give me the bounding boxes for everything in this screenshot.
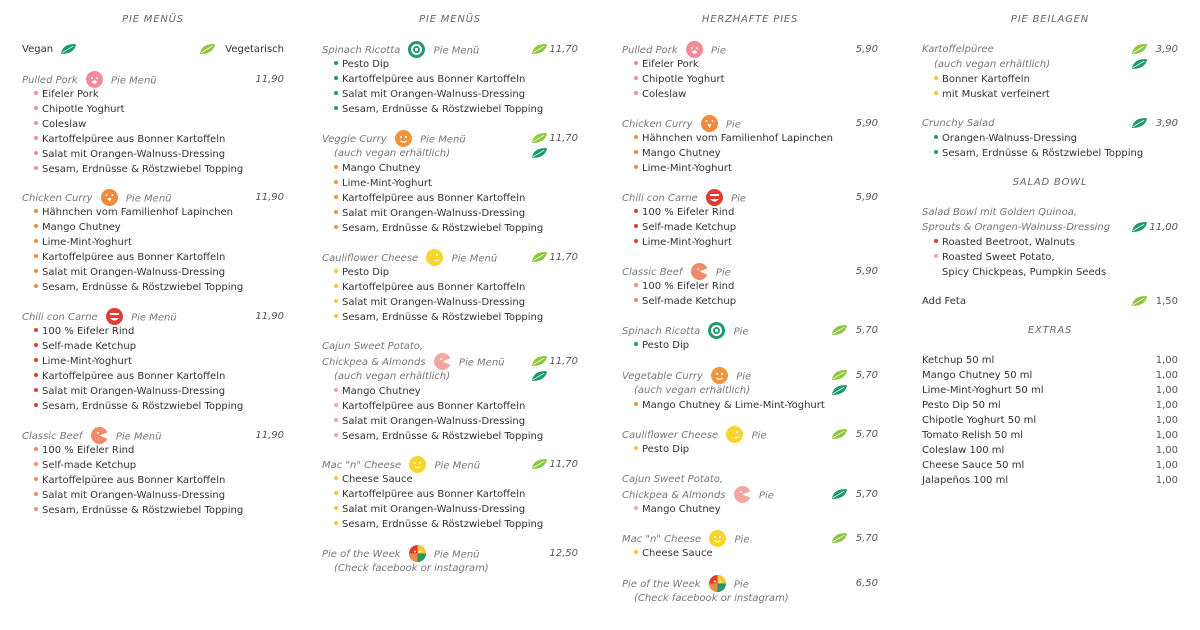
mac-cheese-face-icon <box>409 456 426 473</box>
ingredient: Hähnchen vom Familienhof Lapinchen <box>642 133 833 144</box>
item-price: 5,90 <box>855 192 878 203</box>
item-name: Cauliflower Cheese <box>322 253 419 264</box>
pie-item-pulled-pork <box>622 42 878 102</box>
ingredient: Kartoffelpüree aus Bonner Kartoffeln <box>342 74 526 85</box>
item-tag: Pie <box>731 193 747 205</box>
menu-item-cajun-sweet-potato <box>322 339 578 444</box>
extra-label: Chipotle Yoghurt 50 ml <box>922 415 1037 426</box>
ingredient: Salat mit Orangen-Walnuss-Dressing <box>342 416 526 427</box>
section-header: SALAD BOWL <box>1012 177 1088 188</box>
extra-label: Tomato Relish 50 ml <box>922 430 1023 441</box>
ingredient: Pesto Dip <box>642 444 690 455</box>
item-price: 5,70 <box>855 429 878 440</box>
item-price: 11,70 <box>549 44 578 55</box>
item-name-line1: Cajun Sweet Potato, <box>322 341 424 352</box>
ingredient: Self-made Ketchup <box>642 296 737 307</box>
item-tag: Pie <box>736 371 752 383</box>
column-herzhafte-pies <box>622 0 878 630</box>
item-price: 11,70 <box>549 133 578 144</box>
extra-label: Ketchup 50 ml <box>922 355 995 366</box>
vegetarian-leaf-icon <box>199 43 216 55</box>
item-name: Veggie Curry <box>322 134 387 145</box>
item-name: Chicken Curry <box>622 119 693 130</box>
beef-face-icon <box>91 427 108 444</box>
vegetarian-leaf-icon <box>1131 295 1148 307</box>
ingredient: Kartoffelpüree aus Bonner Kartoffeln <box>342 401 526 412</box>
item-price: 5,90 <box>855 266 878 277</box>
item-name: Pie of the Week <box>622 579 701 590</box>
extras-list <box>922 353 1178 488</box>
extra-label: Pesto Dip 50 ml <box>922 400 1001 411</box>
ingredient: 100 % Eifeler Rind <box>42 326 135 337</box>
item-tag: Pie <box>711 45 726 57</box>
add-feta <box>922 294 1178 309</box>
ingredient: Mango Chutney <box>642 504 721 515</box>
item-tag: Pie Menü <box>115 431 162 443</box>
pie-item-classic-beef <box>622 264 878 309</box>
pie-item-vegetable-curry <box>622 368 878 413</box>
ingredient: Mango Chutney <box>342 163 421 174</box>
extra-label: Cheese Sauce 50 ml <box>922 460 1025 471</box>
ingredient: Cheese Sauce <box>642 548 713 559</box>
item-tag: Pie <box>751 430 767 442</box>
chili-face-icon <box>706 189 723 206</box>
item-name-line1: Salad Bowl mit Golden Quinoa, <box>922 207 1078 218</box>
item-price: 11,90 <box>255 192 284 203</box>
item-price: 5,90 <box>855 118 878 129</box>
ingredient: Sesam, Erdnüsse & Röstzwiebel Topping <box>342 104 544 115</box>
spinach-face-icon <box>708 322 725 339</box>
column-header: HERZHAFTE PIES <box>701 14 799 25</box>
item-price: 11,00 <box>1149 222 1178 233</box>
extra-label: Coleslaw 100 ml <box>922 445 1005 456</box>
item-name: Chicken Curry <box>22 193 93 204</box>
item-tag: Pie <box>725 119 741 131</box>
item-price: 11,90 <box>255 311 284 322</box>
ingredient: Roasted Beetroot, Walnuts <box>942 237 1076 248</box>
ingredient: 100 % Eifeler Rind <box>42 445 135 456</box>
item-price: 1,50 <box>1155 296 1178 307</box>
extras-header <box>922 323 1178 338</box>
salad-bowl-item <box>922 205 1178 280</box>
ingredient: Eifeler Pork <box>642 59 699 70</box>
ingredient: Kartoffelpüree aus Bonner Kartoffeln <box>342 282 526 293</box>
ingredient: Mango Chutney <box>342 386 421 397</box>
item-note: (auch vegan erhältlich) <box>634 385 751 396</box>
ingredient: Lime-Mint-Yoghurt <box>642 163 732 174</box>
cauliflower-face-icon <box>426 249 443 266</box>
item-note: (Check facebook or instagram) <box>634 593 789 604</box>
ingredient: Sesam, Erdnüsse & Röstzwiebel Topping <box>42 505 244 516</box>
menu-item-mac-n-cheese <box>322 457 578 532</box>
item-tag: Pie <box>758 490 774 502</box>
extra-row <box>922 458 1178 473</box>
ingredient: Pesto Dip <box>342 59 390 70</box>
vegetarian-leaf-icon <box>531 251 548 263</box>
item-price: 11,90 <box>255 74 284 85</box>
menu-item-spinach-ricotta <box>322 42 578 117</box>
ingredient: Eifeler Pork <box>42 89 99 100</box>
item-price: 5,70 <box>855 370 878 381</box>
extra-price: 1,00 <box>1155 475 1178 486</box>
ingredient: Salat mit Orangen-Walnuss-Dressing <box>342 504 526 515</box>
ingredient: Kartoffelpüree aus Bonner Kartoffeln <box>42 252 226 263</box>
menu-item-pulled-pork <box>22 72 284 177</box>
pig-face-icon <box>86 71 103 88</box>
cauliflower-face-icon <box>726 426 743 443</box>
extra-row <box>922 353 1178 368</box>
ingredient: Chipotle Yoghurt <box>42 104 125 115</box>
diet-legend <box>22 42 284 57</box>
sweet-potato-face-icon <box>434 353 451 370</box>
item-name: Spinach Ricotta <box>622 326 701 337</box>
ingredient: Sesam, Erdnüsse & Röstzwiebel Topping <box>342 431 544 442</box>
ingredient: Mango Chutney <box>642 148 721 159</box>
ingredient: Kartoffelpüree aus Bonner Kartoffeln <box>342 193 526 204</box>
extra-price: 1,00 <box>1155 385 1178 396</box>
item-note: (auch vegan erhältlich) <box>334 371 451 382</box>
curry-face-icon <box>395 130 412 147</box>
section-header: EXTRAS <box>1027 325 1073 336</box>
ingredient: Sesam, Erdnüsse & Röstzwiebel Topping <box>42 401 244 412</box>
vegan-leaf-icon <box>531 147 548 159</box>
pie-item-chili-con-carne <box>622 190 878 250</box>
chicken-face-icon <box>101 189 118 206</box>
item-tag: Pie Menü <box>125 193 172 205</box>
ingredient: Salat mit Orangen-Walnuss-Dressing <box>42 490 226 501</box>
item-tag: Pie <box>733 326 749 338</box>
item-name: Chickpea & Almonds <box>322 357 426 368</box>
salad-bowl-header <box>922 175 1178 190</box>
column-header: PIE MENÜS <box>122 14 184 25</box>
item-price: 11,90 <box>255 430 284 441</box>
menu-item-chicken-curry <box>22 190 284 295</box>
ingredient: Salat mit Orangen-Walnuss-Dressing <box>42 267 226 278</box>
item-tag: Pie Menü <box>111 75 157 87</box>
ingredient: Salat mit Orangen-Walnuss-Dressing <box>42 386 226 397</box>
side-item-kartoffelpueree <box>922 42 1178 102</box>
item-tag: Pie <box>733 579 749 591</box>
extra-price: 1,00 <box>1155 370 1178 381</box>
ingredient: Coleslaw <box>642 89 687 100</box>
item-name: Pie of the Week <box>322 549 401 560</box>
item-price: 5,90 <box>855 44 878 55</box>
ingredient: Kartoffelpüree aus Bonner Kartoffeln <box>42 134 226 145</box>
ingredient: Sesam, Erdnüsse & Röstzwiebel Topping <box>42 282 244 293</box>
extra-row <box>922 383 1178 398</box>
item-price: 11,70 <box>549 252 578 263</box>
extra-price: 1,00 <box>1155 355 1178 366</box>
ingredient: Sesam, Erdnüsse & Röstzwiebel Topping <box>342 223 544 234</box>
legend-vegan-label: Vegan <box>22 44 54 55</box>
ingredient: Sesam, Erdnüsse & Röstzwiebel Topping <box>942 148 1144 159</box>
ingredient: Sesam, Erdnüsse & Röstzwiebel Topping <box>42 164 244 175</box>
ingredient: Self-made Ketchup <box>642 222 737 233</box>
ingredient: Sesam, Erdnüsse & Röstzwiebel Topping <box>342 519 544 530</box>
pie-item-mac-n-cheese <box>622 531 878 561</box>
item-name: Classic Beef <box>22 431 83 442</box>
ingredient: 100 % Eifeler Rind <box>642 207 735 218</box>
item-note: (Check facebook or instagram) <box>334 563 489 574</box>
ingredient: mit Muskat verfeinert <box>942 89 1050 100</box>
pie-of-week-face-icon <box>709 575 726 592</box>
vegetarian-leaf-icon <box>531 43 548 55</box>
item-name: Classic Beef <box>622 267 683 278</box>
ingredient: Roasted Sweet Potato, <box>942 252 1055 263</box>
menu-item-cauliflower-cheese <box>322 250 578 325</box>
item-price: 6,50 <box>855 578 878 589</box>
item-name: Pulled Pork <box>22 75 78 86</box>
item-tag: Pie Menü <box>420 134 466 146</box>
ingredient: Salat mit Orangen-Walnuss-Dressing <box>342 89 526 100</box>
vegan-leaf-icon <box>1131 221 1148 233</box>
ingredient: Hähnchen vom Familienhof Lapinchen <box>42 207 233 218</box>
ingredient: Mango Chutney & Lime-Mint-Yoghurt <box>642 400 825 411</box>
item-price: 11,70 <box>549 356 578 367</box>
vegetarian-leaf-icon <box>531 458 548 470</box>
mac-cheese-face-icon <box>709 530 726 547</box>
vegan-leaf-icon <box>1131 117 1148 129</box>
item-price: 11,70 <box>549 459 578 470</box>
item-name: Vegetable Curry <box>622 371 703 382</box>
menu-item-pie-of-the-week <box>322 546 578 576</box>
side-item-crunchy-salad <box>922 116 1178 161</box>
pie-item-chicken-curry <box>622 116 878 176</box>
column-pie-menus-meat <box>22 0 284 630</box>
item-name: Sprouts & Orangen-Walnuss-Dressing <box>922 222 1111 233</box>
vegan-leaf-icon <box>60 43 77 55</box>
item-note: (auch vegan erhältlich) <box>934 59 1051 70</box>
item-name: Crunchy Salad <box>922 118 995 129</box>
item-name: Cauliflower Cheese <box>622 430 719 441</box>
item-tag: Pie Menü <box>434 460 481 472</box>
ingredient: Salat mit Orangen-Walnuss-Dressing <box>42 149 226 160</box>
menu-item-classic-beef <box>22 428 284 518</box>
extra-row <box>922 428 1178 443</box>
item-tag: Pie Menü <box>451 253 498 265</box>
item-tag: Pie <box>715 267 731 279</box>
curry-face-icon <box>711 367 728 384</box>
extra-label: Mango Chutney 50 ml <box>922 370 1033 381</box>
ingredient: Salat mit Orangen-Walnuss-Dressing <box>342 208 526 219</box>
pie-item-cajun-sweet-potato <box>622 472 878 517</box>
ingredient: Bonner Kartoffeln <box>942 74 1030 85</box>
item-name: Pulled Pork <box>622 45 678 56</box>
item-name: Kartoffelpüree <box>922 44 994 55</box>
legend-vegetarian-label: Vegetarisch <box>225 44 284 55</box>
item-price: 3,90 <box>1155 118 1178 129</box>
ingredient: Kartoffelpüree aus Bonner Kartoffeln <box>342 489 526 500</box>
item-name: Mac "n" Cheese <box>322 460 402 471</box>
beef-face-icon <box>691 263 708 280</box>
chicken-face-icon <box>701 115 718 132</box>
vegetarian-leaf-icon <box>531 132 548 144</box>
ingredient: Kartoffelpüree aus Bonner Kartoffeln <box>42 371 226 382</box>
menu-item-veggie-curry <box>322 131 578 236</box>
pie-of-week-face-icon <box>409 545 426 562</box>
vegetarian-leaf-icon <box>831 324 848 336</box>
item-name-line1: Cajun Sweet Potato, <box>622 474 724 485</box>
ingredient: Orangen-Walnuss-Dressing <box>942 133 1077 144</box>
item-name: Chili con Carne <box>22 312 98 323</box>
ingredient: Lime-Mint-Yoghurt <box>42 237 132 248</box>
extra-label: Lime-Mint-Yoghurt 50 ml <box>922 385 1044 396</box>
item-price: 3,90 <box>1155 44 1178 55</box>
extra-row <box>922 368 1178 383</box>
item-tag: Pie Menü <box>433 45 480 57</box>
item-tag: Pie Menü <box>131 312 177 324</box>
item-price: 12,50 <box>549 548 578 559</box>
vegetarian-leaf-icon <box>831 428 848 440</box>
extra-row <box>922 443 1178 458</box>
ingredient: Chipotle Yoghurt <box>642 74 725 85</box>
chili-face-icon <box>106 308 123 325</box>
extra-price: 1,00 <box>1155 415 1178 426</box>
item-tag: Pie <box>734 534 750 546</box>
ingredient: Self-made Ketchup <box>42 460 137 471</box>
ingredient: Salat mit Orangen-Walnuss-Dressing <box>342 297 526 308</box>
ingredient: Lime-Mint-Yoghurt <box>42 356 132 367</box>
item-name: Chickpea & Almonds <box>622 490 726 501</box>
extra-label: Jalapeños 100 ml <box>922 475 1009 486</box>
ingredient: Lime-Mint-Yoghurt <box>342 178 432 189</box>
pie-item-pie-of-the-week <box>622 576 878 606</box>
menu-item-chili-con-carne <box>22 309 284 414</box>
item-name: Chili con Carne <box>622 193 698 204</box>
vegan-leaf-icon <box>831 384 848 396</box>
ingredient: Coleslaw <box>42 119 87 130</box>
item-tag: Pie Menü <box>433 549 480 561</box>
vegetarian-leaf-icon <box>831 369 848 381</box>
extra-row <box>922 413 1178 428</box>
ingredient: Lime-Mint-Yoghurt <box>642 237 732 248</box>
sweet-potato-face-icon <box>734 486 751 503</box>
item-price: 5,70 <box>855 533 878 544</box>
item-name: Spinach Ricotta <box>322 45 401 56</box>
vegan-leaf-icon <box>831 488 848 500</box>
extra-row <box>922 473 1178 488</box>
item-name: Mac "n" Cheese <box>622 534 702 545</box>
column-header: PIE BEILAGEN <box>1010 14 1090 25</box>
ingredient: 100 % Eifeler Rind <box>642 281 735 292</box>
vegetarian-leaf-icon <box>531 355 548 367</box>
pie-item-spinach-ricotta <box>622 323 878 353</box>
extra-row <box>922 398 1178 413</box>
pig-face-icon <box>686 41 703 58</box>
ingredient: Mango Chutney <box>42 222 121 233</box>
item-tag: Pie Menü <box>458 357 505 369</box>
extra-price: 1,00 <box>1155 430 1178 441</box>
ingredient-continued: Spicy Chickpeas, Pumpkin Seeds <box>942 267 1107 278</box>
column-pie-menus-veg <box>322 0 578 630</box>
vegetarian-leaf-icon <box>831 532 848 544</box>
extra-price: 1,00 <box>1155 460 1178 471</box>
ingredient: Pesto Dip <box>342 267 390 278</box>
extra-price: 1,00 <box>1155 400 1178 411</box>
spinach-face-icon <box>408 41 425 58</box>
ingredient: Cheese Sauce <box>342 474 413 485</box>
vegan-leaf-icon <box>1131 58 1148 70</box>
item-name: Add Feta <box>922 296 966 307</box>
extra-price: 1,00 <box>1155 445 1178 456</box>
ingredient: Pesto Dip <box>642 340 690 351</box>
item-note: (auch vegan erhältlich) <box>334 148 451 159</box>
ingredient: Kartoffelpüree aus Bonner Kartoffeln <box>42 475 226 486</box>
item-price: 5,70 <box>855 489 878 500</box>
item-price: 5,70 <box>855 325 878 336</box>
column-header: PIE MENÜS <box>419 14 481 25</box>
vegetarian-leaf-icon <box>1131 43 1148 55</box>
pie-item-cauliflower-cheese <box>622 427 878 457</box>
column-pie-beilagen <box>922 0 1178 630</box>
ingredient: Self-made Ketchup <box>42 341 137 352</box>
vegan-leaf-icon <box>531 370 548 382</box>
ingredient: Sesam, Erdnüsse & Röstzwiebel Topping <box>342 312 544 323</box>
